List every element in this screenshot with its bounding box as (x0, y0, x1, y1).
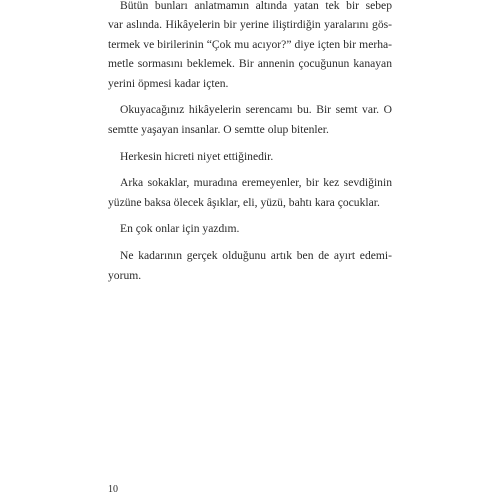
text-line: Arka sokaklar, muradına eremeyenler, bir kez sevdiğinin (120, 176, 392, 190)
text-line: Okuyacağınız hikâyelerin serencamı bu. Bir semt var. O (120, 103, 392, 117)
text-line: yüzüne baksa ölecek âşıklar, eli, yüzü, bahtı kara çocuklar. (108, 195, 380, 209)
page-number: 10 (108, 484, 118, 495)
text-line: semtte yaşayan insanlar. O semtte olup bitenler. (108, 122, 329, 136)
text-line: Herkesin hicreti niyet ettiğinedir. (120, 149, 274, 163)
text-line: Ne kadarının gerçek olduğunu artık ben de ayırt edemi- (120, 249, 392, 263)
text-line: En çok onlar için yazdım. (120, 222, 240, 236)
text-line: var aslında. Hikâyelerin bir yerine iliştirdiğin yaralarını gös- (108, 18, 392, 32)
text-line: metle sormasını beklemek. Bir annenin çocuğunun kanayan (108, 57, 392, 71)
body-text (108, 0, 392, 285)
text-line: yorum. (108, 268, 142, 282)
text-line: Bütün bunları anlatmamın altında yatan tek bir sebep (120, 0, 392, 12)
text-line: termek ve birilerinin “Çok mu acıyor?” diye içten bir merha- (108, 37, 392, 51)
text-line: yerini öpmesi kadar içten. (108, 76, 229, 90)
